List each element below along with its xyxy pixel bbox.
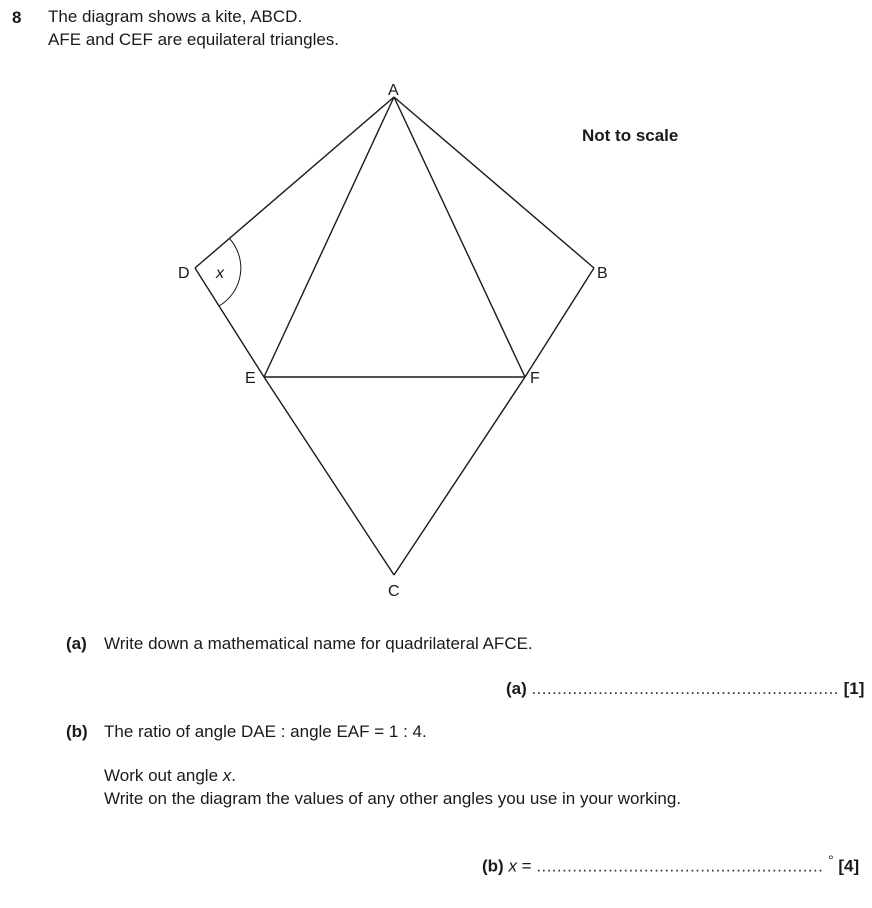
part-b-answer-var: x (508, 856, 517, 876)
line-ae (264, 97, 394, 377)
part-a-question: Write down a mathematical name for quadrilateral AFCE. (104, 634, 533, 653)
part-b-question: The ratio of angle DAE : angle EAF = 1 : 4. (104, 722, 427, 741)
point-label-b: B (597, 265, 608, 282)
side-ab (394, 97, 594, 268)
part-a-label: (a) (66, 634, 87, 653)
part-b-answer-line[interactable] (482, 853, 859, 877)
question-stem-line-1: The diagram shows a kite, ABCD. (48, 7, 303, 26)
side-da (195, 97, 394, 268)
question-number: 8 (12, 8, 22, 27)
part-b-instruction-1 (104, 766, 236, 786)
part-a-answer-dots[interactable]: ............................................................ (531, 679, 839, 698)
question-stem-line-2: AFE and CEF are equilateral triangles. (48, 30, 340, 49)
point-label-e: E (245, 370, 256, 387)
part-b-label: (b) (66, 722, 88, 741)
line-af (394, 97, 525, 377)
side-fc (394, 377, 525, 575)
point-label-c: C (388, 583, 400, 600)
point-label-f: F (530, 370, 540, 387)
part-b-instruction-2: Write on the diagram the values of any other angles you use in your working. (104, 789, 682, 808)
side-bf (525, 268, 594, 377)
part-b-instruction-1-suffix: . (231, 766, 236, 785)
angle-label-x: x (216, 265, 224, 282)
part-b-answer-dots[interactable]: ........................................................ (536, 856, 824, 876)
not-to-scale-note: Not to scale (582, 126, 679, 145)
part-a-answer-line[interactable] (506, 679, 864, 699)
part-b-marks: [4] (838, 856, 860, 876)
side-ce (264, 377, 394, 575)
degree-symbol: ° (827, 853, 834, 869)
part-b-answer-label: (b) (482, 856, 504, 876)
point-label-d: D (178, 265, 190, 282)
side-ed (195, 268, 264, 377)
part-b-instruction-1-var: x (222, 766, 232, 785)
part-b-answer-eq: = (516, 856, 537, 876)
point-label-a: A (388, 82, 399, 99)
part-a-marks: [1] (843, 679, 865, 698)
part-b-instruction-1-prefix: Work out angle (104, 766, 223, 785)
part-a-answer-label: (a) (506, 679, 527, 698)
